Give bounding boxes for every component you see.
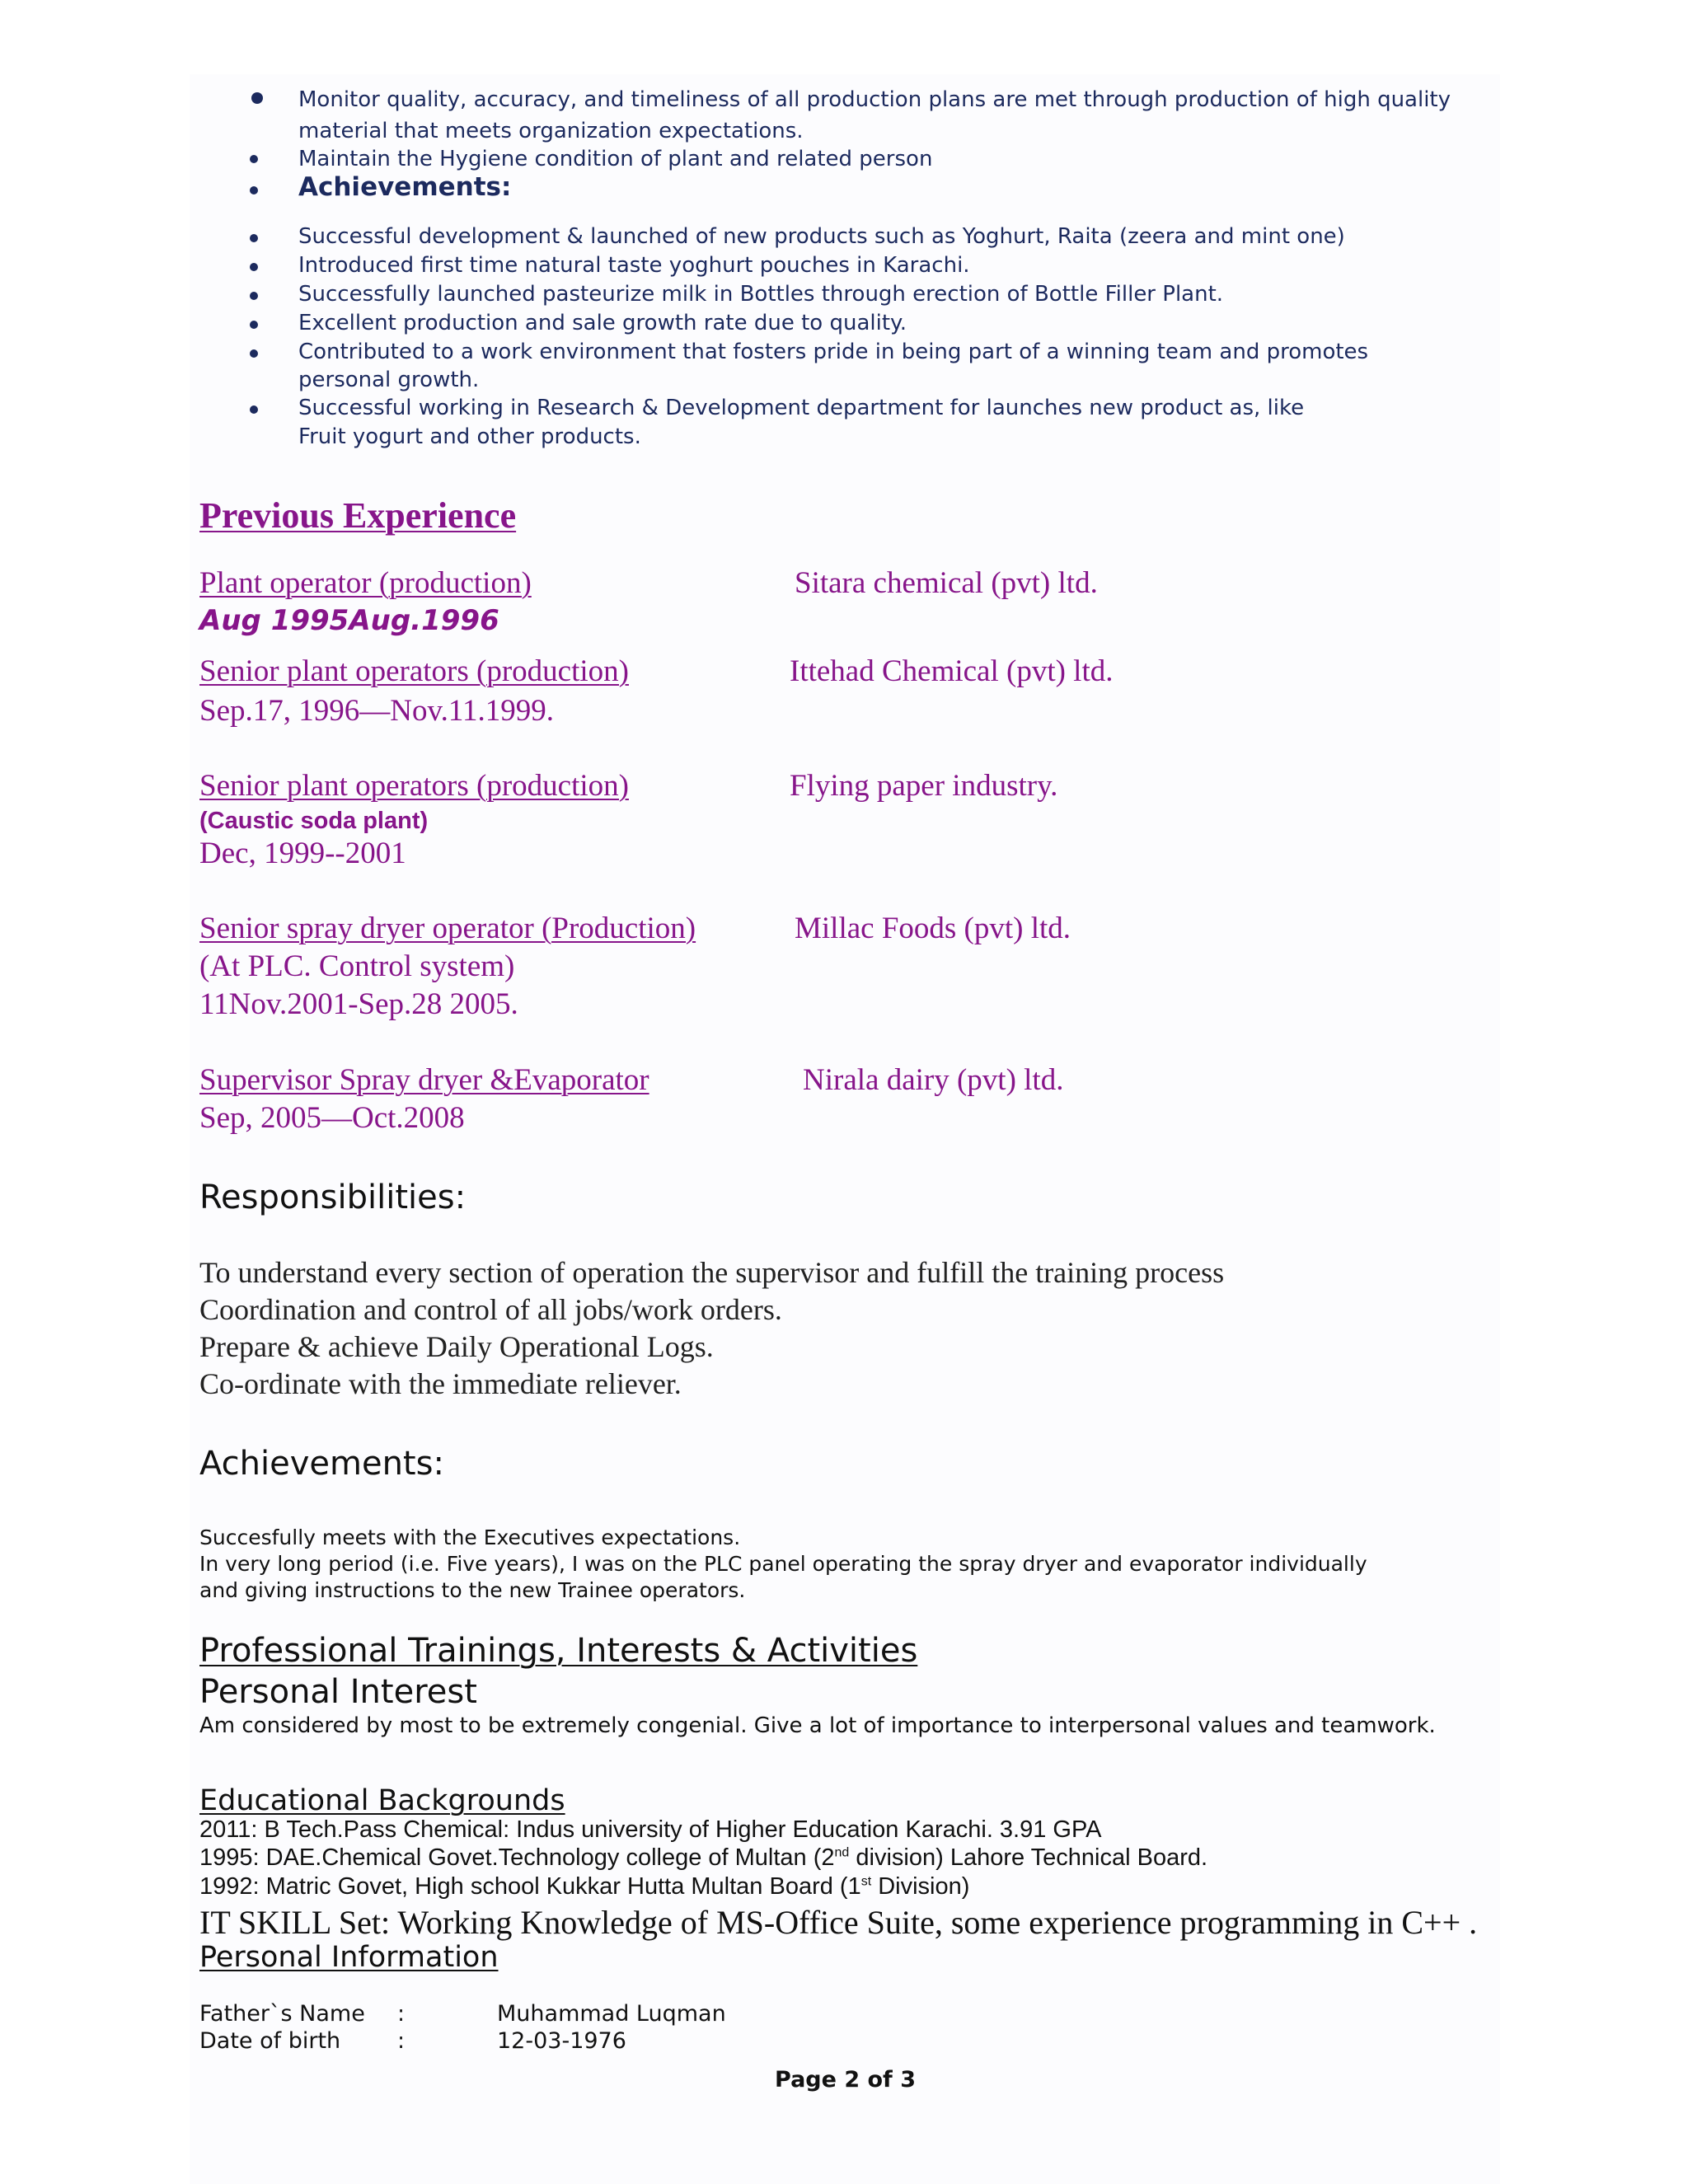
job-dates: Dec, 1999--2001 bbox=[199, 837, 406, 870]
company-name: Millac Foods (pvt) ltd. bbox=[795, 912, 1071, 945]
bullet-icon bbox=[250, 186, 258, 194]
bullet-icon bbox=[250, 263, 258, 271]
company-name: Sitara chemical (pvt) ltd. bbox=[795, 566, 1098, 600]
achievements-heading: Achievements: bbox=[199, 1445, 444, 1483]
list-item-continuation: material that meets organization expectations. bbox=[298, 119, 804, 143]
bullet-icon bbox=[250, 292, 258, 300]
job-title: Senior plant operators (production) bbox=[199, 769, 629, 803]
list-item: Contributed to a work environment that fosters pride in being part of a winning team and promotes bbox=[298, 340, 1369, 364]
list-item-continuation: personal growth. bbox=[298, 368, 480, 392]
achievement-line: Succesfully meets with the Executives expectations. bbox=[199, 1526, 741, 1549]
job-title: Senior plant operators (production) bbox=[199, 654, 629, 688]
company-name: Flying paper industry. bbox=[790, 769, 1058, 803]
achievement-line: In very long period (i.e. Five years), I was on the PLC panel operating the spray dryer and evaporator individually bbox=[199, 1552, 1367, 1576]
info-separator: : bbox=[397, 2001, 406, 2027]
responsibility-line: To understand every section of operation the supervisor and fulfill the training process bbox=[199, 1256, 1225, 1289]
achievement-line: and giving instructions to the new Trainee operators. bbox=[199, 1578, 746, 1602]
bullet-icon bbox=[251, 92, 263, 104]
responsibility-line: Co-ordinate with the immediate reliever. bbox=[199, 1367, 682, 1400]
education-line: 1992: Matric Govet, High school Kukkar Hutta Multan Board (1st Division) bbox=[199, 1873, 970, 1900]
bullet-icon bbox=[250, 155, 258, 163]
info-label: Date of birth bbox=[199, 2028, 341, 2054]
responsibility-line: Coordination and control of all jobs/work orders. bbox=[199, 1293, 782, 1326]
personal-interest-heading: Personal Interest bbox=[199, 1673, 477, 1711]
list-item: Successful working in Research & Development department for launches new product as, like bbox=[298, 396, 1305, 420]
company-name: Nirala dairy (pvt) ltd. bbox=[803, 1063, 1064, 1097]
it-skill-line: IT SKILL Set: Working Knowledge of MS-Office Suite, some experience programming in C++ . bbox=[199, 1904, 1478, 1941]
job-dates: Aug 1995Aug.1996 bbox=[199, 604, 499, 637]
list-item: Monitor quality, accuracy, and timeliness of all production plans are met through production of high quality bbox=[298, 87, 1451, 112]
info-value: 12-03-1976 bbox=[497, 2028, 626, 2054]
trainings-heading: Professional Trainings, Interests & Activities bbox=[199, 1632, 918, 1670]
list-item: Maintain the Hygiene condition of plant and related person bbox=[298, 147, 933, 171]
company-name: Ittehad Chemical (pvt) ltd. bbox=[790, 654, 1114, 688]
info-label: Father`s Name bbox=[199, 2001, 365, 2027]
page-number: Page 2 of 3 bbox=[775, 2067, 916, 2093]
job-title: Senior spray dryer operator (Production) bbox=[199, 912, 696, 945]
job-dates: Sep.17, 1996—Nov.11.1999. bbox=[199, 694, 554, 728]
job-note: (At PLC. Control system) bbox=[199, 949, 515, 983]
list-item: Successfully launched pasteurize milk in Bottles through erection of Bottle Filler Plant. bbox=[298, 282, 1224, 307]
bullet-icon bbox=[250, 234, 258, 242]
responsibility-line: Prepare & achieve Daily Operational Logs. bbox=[199, 1330, 714, 1363]
education-heading: Educational Backgrounds bbox=[199, 1784, 565, 1817]
list-item: Excellent production and sale growth rate due to quality. bbox=[298, 311, 907, 335]
bullet-icon bbox=[250, 321, 258, 329]
achievements-top-heading: Achievements: bbox=[298, 172, 512, 202]
info-value: Muhammad Luqman bbox=[497, 2001, 726, 2027]
bullet-icon bbox=[250, 349, 258, 358]
job-note: (Caustic soda plant) bbox=[199, 808, 429, 834]
bullet-icon bbox=[250, 405, 258, 414]
personal-information-heading: Personal Information bbox=[199, 1941, 499, 1974]
job-dates: 11Nov.2001-Sep.28 2005. bbox=[199, 987, 518, 1021]
list-item: Introduced first time natural taste yoghurt pouches in Karachi. bbox=[298, 253, 970, 278]
personal-interest-text: Am considered by most to be extremely congenial. Give a lot of importance to interpersonal values and teamwork. bbox=[199, 1713, 1436, 1738]
job-title: Plant operator (production) bbox=[199, 566, 532, 600]
job-dates: Sep, 2005—Oct.2008 bbox=[199, 1101, 465, 1135]
responsibilities-heading: Responsibilities: bbox=[199, 1179, 467, 1216]
list-item-continuation: Fruit yogurt and other products. bbox=[298, 424, 641, 449]
education-line: 1995: DAE.Chemical Govet.Technology college of Multan (2nd division) Lahore Technical Board. bbox=[199, 1844, 1208, 1871]
previous-experience-heading: Previous Experience bbox=[199, 495, 517, 536]
education-line: 2011: B Tech.Pass Chemical: Indus university of Higher Education Karachi. 3.91 GPA bbox=[199, 1816, 1102, 1843]
list-item: Successful development & launched of new products such as Yoghurt, Raita (zeera and mint one) bbox=[298, 224, 1345, 249]
info-separator: : bbox=[397, 2028, 406, 2054]
job-title: Supervisor Spray dryer &Evaporator bbox=[199, 1063, 649, 1097]
